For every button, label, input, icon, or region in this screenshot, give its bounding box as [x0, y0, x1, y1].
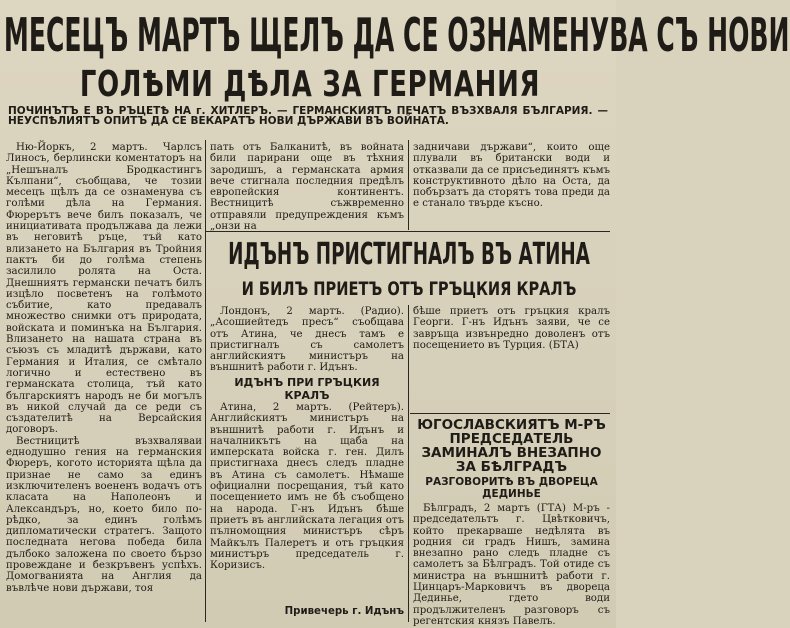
eden-at-king-heading: ИДЪНЪ ПРИ ГРЪЦКИЯ КРАЛЪ: [234, 376, 380, 402]
eden-article-column-1: Лондонъ, 2 мартъ. (Радио). „Асошиейтедъ пресъ“ съобщава отъ Атина, че днесъ тамъ е пристигналъ съ самолетъ английскиятъ министъръ на външнитѣ работи г. Идънъ.: [210, 306, 404, 374]
yugoslav-article: Бѣлградъ, 2 мартъ (ГТА) М-ръ - председательтъ г. Цвѣтковичъ, който прекарваше недѣлята въ родния си градъ Нишъ, замина внезапно рано следъ пладне съ самолетъ за Бѣлградъ. Той отиде съ министра на външнитѣ работи г. Цинцаръ-Марковичъ въ двореца Дединье, гдето води продължителенъ разговоръ съ регентския князъ Павелъ.: [413, 503, 610, 627]
column-rule-1: [205, 140, 206, 622]
eden-subheadline: И БИЛЪ ПРИЕТЪ ОТЪ ГРЪЦКИЯ КРАЛЪ: [241, 278, 577, 300]
yugo-top-rule: [410, 413, 610, 414]
yugoslav-subheadline: РАЗГОВОРИТѢ ВЪ ДВОРЕЦА ДЕДИНЬЕ: [425, 476, 598, 500]
eden-article-column-1b: Атина, 2 мартъ. (Рейтеръ). Английскиятъ министъръ на външнитѣ работи г. Идънъ и началникътъ на щаба на имперската войска г. ген. Дилъ пристигнаха днесъ следъ пладне въ Атина съ самолетъ. Нѣмаше официални посрещания, тъй като посещението имъ не бѣ съобщено на народа. Г-нъ Идънъ бѣше приетъ въ английската легация отъ пълномощния министъръ сѣръ Майкълъ Палеретъ и отъ гръцкия министъръ председатель г. Коризисъ.: [210, 402, 404, 572]
column-rule-2: [408, 140, 409, 230]
second-headline: ГОЛѢМИ ДѢЛА ЗА ГЕРМАНИЯ: [79, 64, 541, 105]
article-hitler-paragraph-1: Ню-Йоркъ, 2 мартъ. Чарлсъ Линосъ, берлински коментаторъ на „Нешъналъ Бродкастингъ Кълпани“, съобщава, че тозии месецъ щѣлъ да се ознаменува съ голѣми дѣла на Германия. Фюрерътъ вече билъ показалъ, че инициативата продължава да лежи въ неговитѣ ръце, тъй като влизането на България въ Тройния пактъ би до голѣма степень засилило ролята на Оста. Днешниятъ германски печатъ билъ изцѣло посветенъ на голѣмото събитие, като предавалъ множество снимки отъ природата, войската и поминъка на България. Влизането на нашата страна въ съюзъ съ младитѣ държави, като Германия и Италия, се смѣтало логично и естествено въ германската столица, тъй като българскиятъ народъ не би могълъ въ никой случай да се реди съ създателитѣ на Версайския договоръ.: [6, 142, 202, 436]
yugoslav-headline: ЮГОСЛАВСКИЯТЪ М-РЪ ПРЕДСЕДАТЕЛЬ ЗАМИНАЛЪ ВНЕЗАПНО ЗА БѢЛГРАДЪ: [417, 417, 606, 475]
article-hitler-column-3: задничави държави“, които още плували въ британски води и отказвали да се присъединятъ къмъ конструктивното дѣло на Оста, да побързатъ да сторятъ това преди да е станало твърде късно.: [413, 142, 610, 210]
eden-article-tail: Привечерь г. Идънъ: [284, 606, 404, 617]
article-hitler-paragraph-2: Вестницитѣ възхваляваи еднодушно гения на германския Фюреръ, когото историята щѣла да признае не само за единъ изключителенъ воененъ водачъ отъ класата на Наполеонъ и Александъръ, но, което било по-рѣдко, за единъ голѣмъ дипломатически стратегъ. Защото последната негова победа била дълбоко заложена по своето бързо провеждане и безкръвенъ успѣхъ. Домогванията на Англия да въвлѣче нови държави, тоя: [6, 435, 202, 594]
article-hitler-column-2: пать отъ Балканитѣ, въ войната били парирани още въ тѣхния зародишъ, а германската армия вече стигнала последния предѣлъ европейския континентъ. Вестницитѣ съжвременно отправяли предупреждения къмъ „онзи на: [210, 142, 404, 233]
subheadline: ПОЧИНЪТЪ Е ВЪ РЪЦЕТѢ НА г. ХИТЛЕРЪ. — ГЕРМАНСКИЯТЪ ПЕЧАТЪ ВЪЗХВАЛЯ БЪЛГАРИЯ. — НЕУСПѢЛИЯТЪ ОПИТЪ ДА СЕ ВЕКАРАТЪ НОВИ ДЪРЖАВИ ВЪ ВОЙНАТА.: [8, 105, 608, 127]
eden-column-rule: [408, 305, 409, 622]
eden-article-column-2: бѣше приетъ отъ гръцкия кралъ Георги. Г-нъ Идънъ заяви, че се завръща извънредно доволенъ отъ посещението въ Турция. (БТА): [413, 306, 610, 351]
article-hitler-column-1: [6, 142, 202, 622]
main-headline: МЕСЕЦЪ МАРТЪ ЩЕЛЪ ДА СЕ ОЗНАМЕНУВА СЪ НОВИ: [3, 8, 790, 62]
eden-headline: ИДЪНЪ ПРИСТИГНАЛЪ ВЪ АТИНА: [228, 237, 590, 272]
